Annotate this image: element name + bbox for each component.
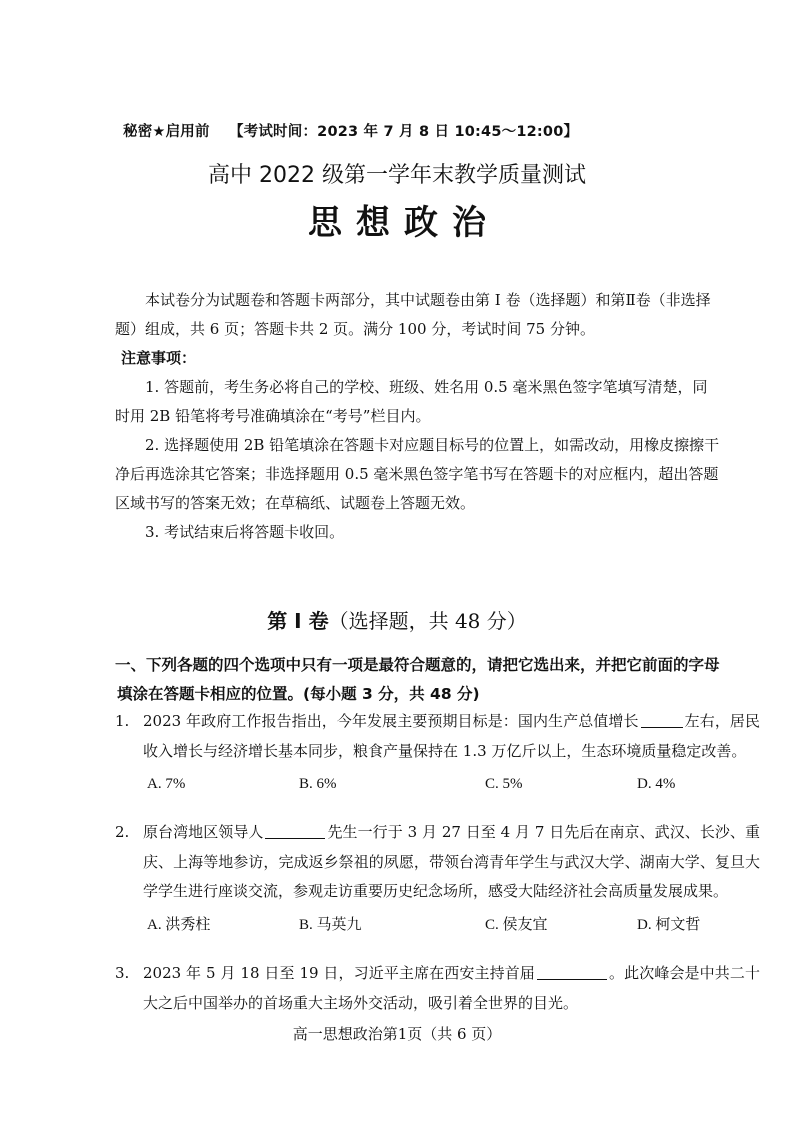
notes-block [115,344,755,547]
option-a: A. 洪秀柱 [147,916,211,933]
note-1-line-2: 时用 2B 铅笔将考号准确填涂在“考号”栏目内。 [115,407,431,425]
option-b: B. 6% [299,776,337,792]
section-title-main: 第 I 卷 [267,609,329,633]
note-1-line-1: 1. 答题前，考生务必将自己的学校、班级、姓名用 0.5 毫米黑色签字笔填写清楚，同 [145,378,708,396]
section-title-sub: （选择题，共 48 分） [328,609,527,633]
option-d: D. 柯文哲 [637,916,701,933]
notes-heading: 注意事项： [121,349,197,367]
secret-mark: 秘密★启用前 [123,124,210,140]
stem-part-a: 2023 年政府工作报告指出，今年发展主要预期目标是：国内生产总值增长 [143,712,639,730]
stem-part-b: 。此次峰会是中共二十大之后中国举办的首场重大主场外交活动，吸引着全世界的目光。 [143,964,760,1012]
intro-line-1: 本试卷分为试题卷和答题卡两部分，其中试题卷由第 I 卷（选择题）和第Ⅱ卷（非选择 [145,291,711,309]
question-stem [143,707,760,766]
subject-title: 思想政治 [308,203,500,243]
option-b: B. 马英九 [299,916,362,933]
stem-part-a: 原台湾地区领导人 [143,823,264,841]
question-3 [115,959,760,1018]
note-3: 3. 考试结束后将答题卡收回。 [145,523,345,541]
options-row [147,766,760,794]
question-2 [115,818,760,935]
question-number: 2. [115,823,130,841]
note-2-line-3: 区域书写的答案无效；在草稿纸、试题卷上答题无效。 [115,494,476,512]
answer-blank [537,964,607,980]
note-2-line-1: 2. 选择题使用 2B 铅笔填涂在答题卡对应题目标号的位置上，如需改动，用橡皮擦擦干 [145,436,720,454]
question-1 [115,707,760,794]
section-title [0,605,794,634]
note-2-line-2: 净后再选涂其它答案；非选择题用 0.5 毫米黑色签字笔书写在答题卡的对应框内，超出答题 [115,465,719,483]
answer-blank [641,712,683,728]
question-number: 1. [115,712,130,730]
part-line-1: 一、下列各题的四个选项中只有一项是最符合题意的，请把它选出来，并把它前面的字母 [115,656,720,674]
option-d: D. 4% [637,776,676,792]
question-number: 3. [115,964,130,982]
stem-part-b: 左右，居民收入增长与经济增长基本同步，粮食产量保持在 1.3 万亿斤以上，生态环境质量稳定改善。 [143,712,760,760]
page-footer: 高一思想政治第1页（共 6 页） [292,1025,502,1043]
question-stem [143,818,760,907]
intro-line-2: 题）组成，共 6 页；答题卡共 2 页。满分 100 分，考试时间 75 分钟。 [115,320,595,338]
question-stem [143,959,760,1018]
exam-title: 高中 2022 级第一学年末教学质量测试 [208,163,586,188]
header-line [123,120,578,141]
answer-blank [265,823,325,839]
part-instructions [115,651,765,709]
intro-paragraph [115,286,755,344]
stem-part-a: 2023 年 5 月 18 日至 19 日，习近平主席在西安主持首届 [143,964,535,982]
exam-time: 【考试时间：2023 年 7 月 8 日 10:45～12:00】 [228,124,579,140]
option-c: C. 5% [485,776,523,792]
options-row [147,907,760,935]
part-line-2: 填涂在答题卡相应的位置。(每小题 3 分，共 48 分) [117,685,480,703]
stem-part-b: 先生一行于 3 月 27 日至 4 月 7 日先后在南京、武汉、长沙、重庆、上海等地参访，完成返乡祭祖的夙愿，带领台湾青年学生与武汉大学、湖南大学、复旦大学学生进行座谈交流，参观走访重要历史纪念场所，感受大陆经济社会高质量发展成果。 [143,823,760,900]
option-c: C. 侯友宜 [485,916,548,933]
option-a: A. 7% [147,776,186,792]
